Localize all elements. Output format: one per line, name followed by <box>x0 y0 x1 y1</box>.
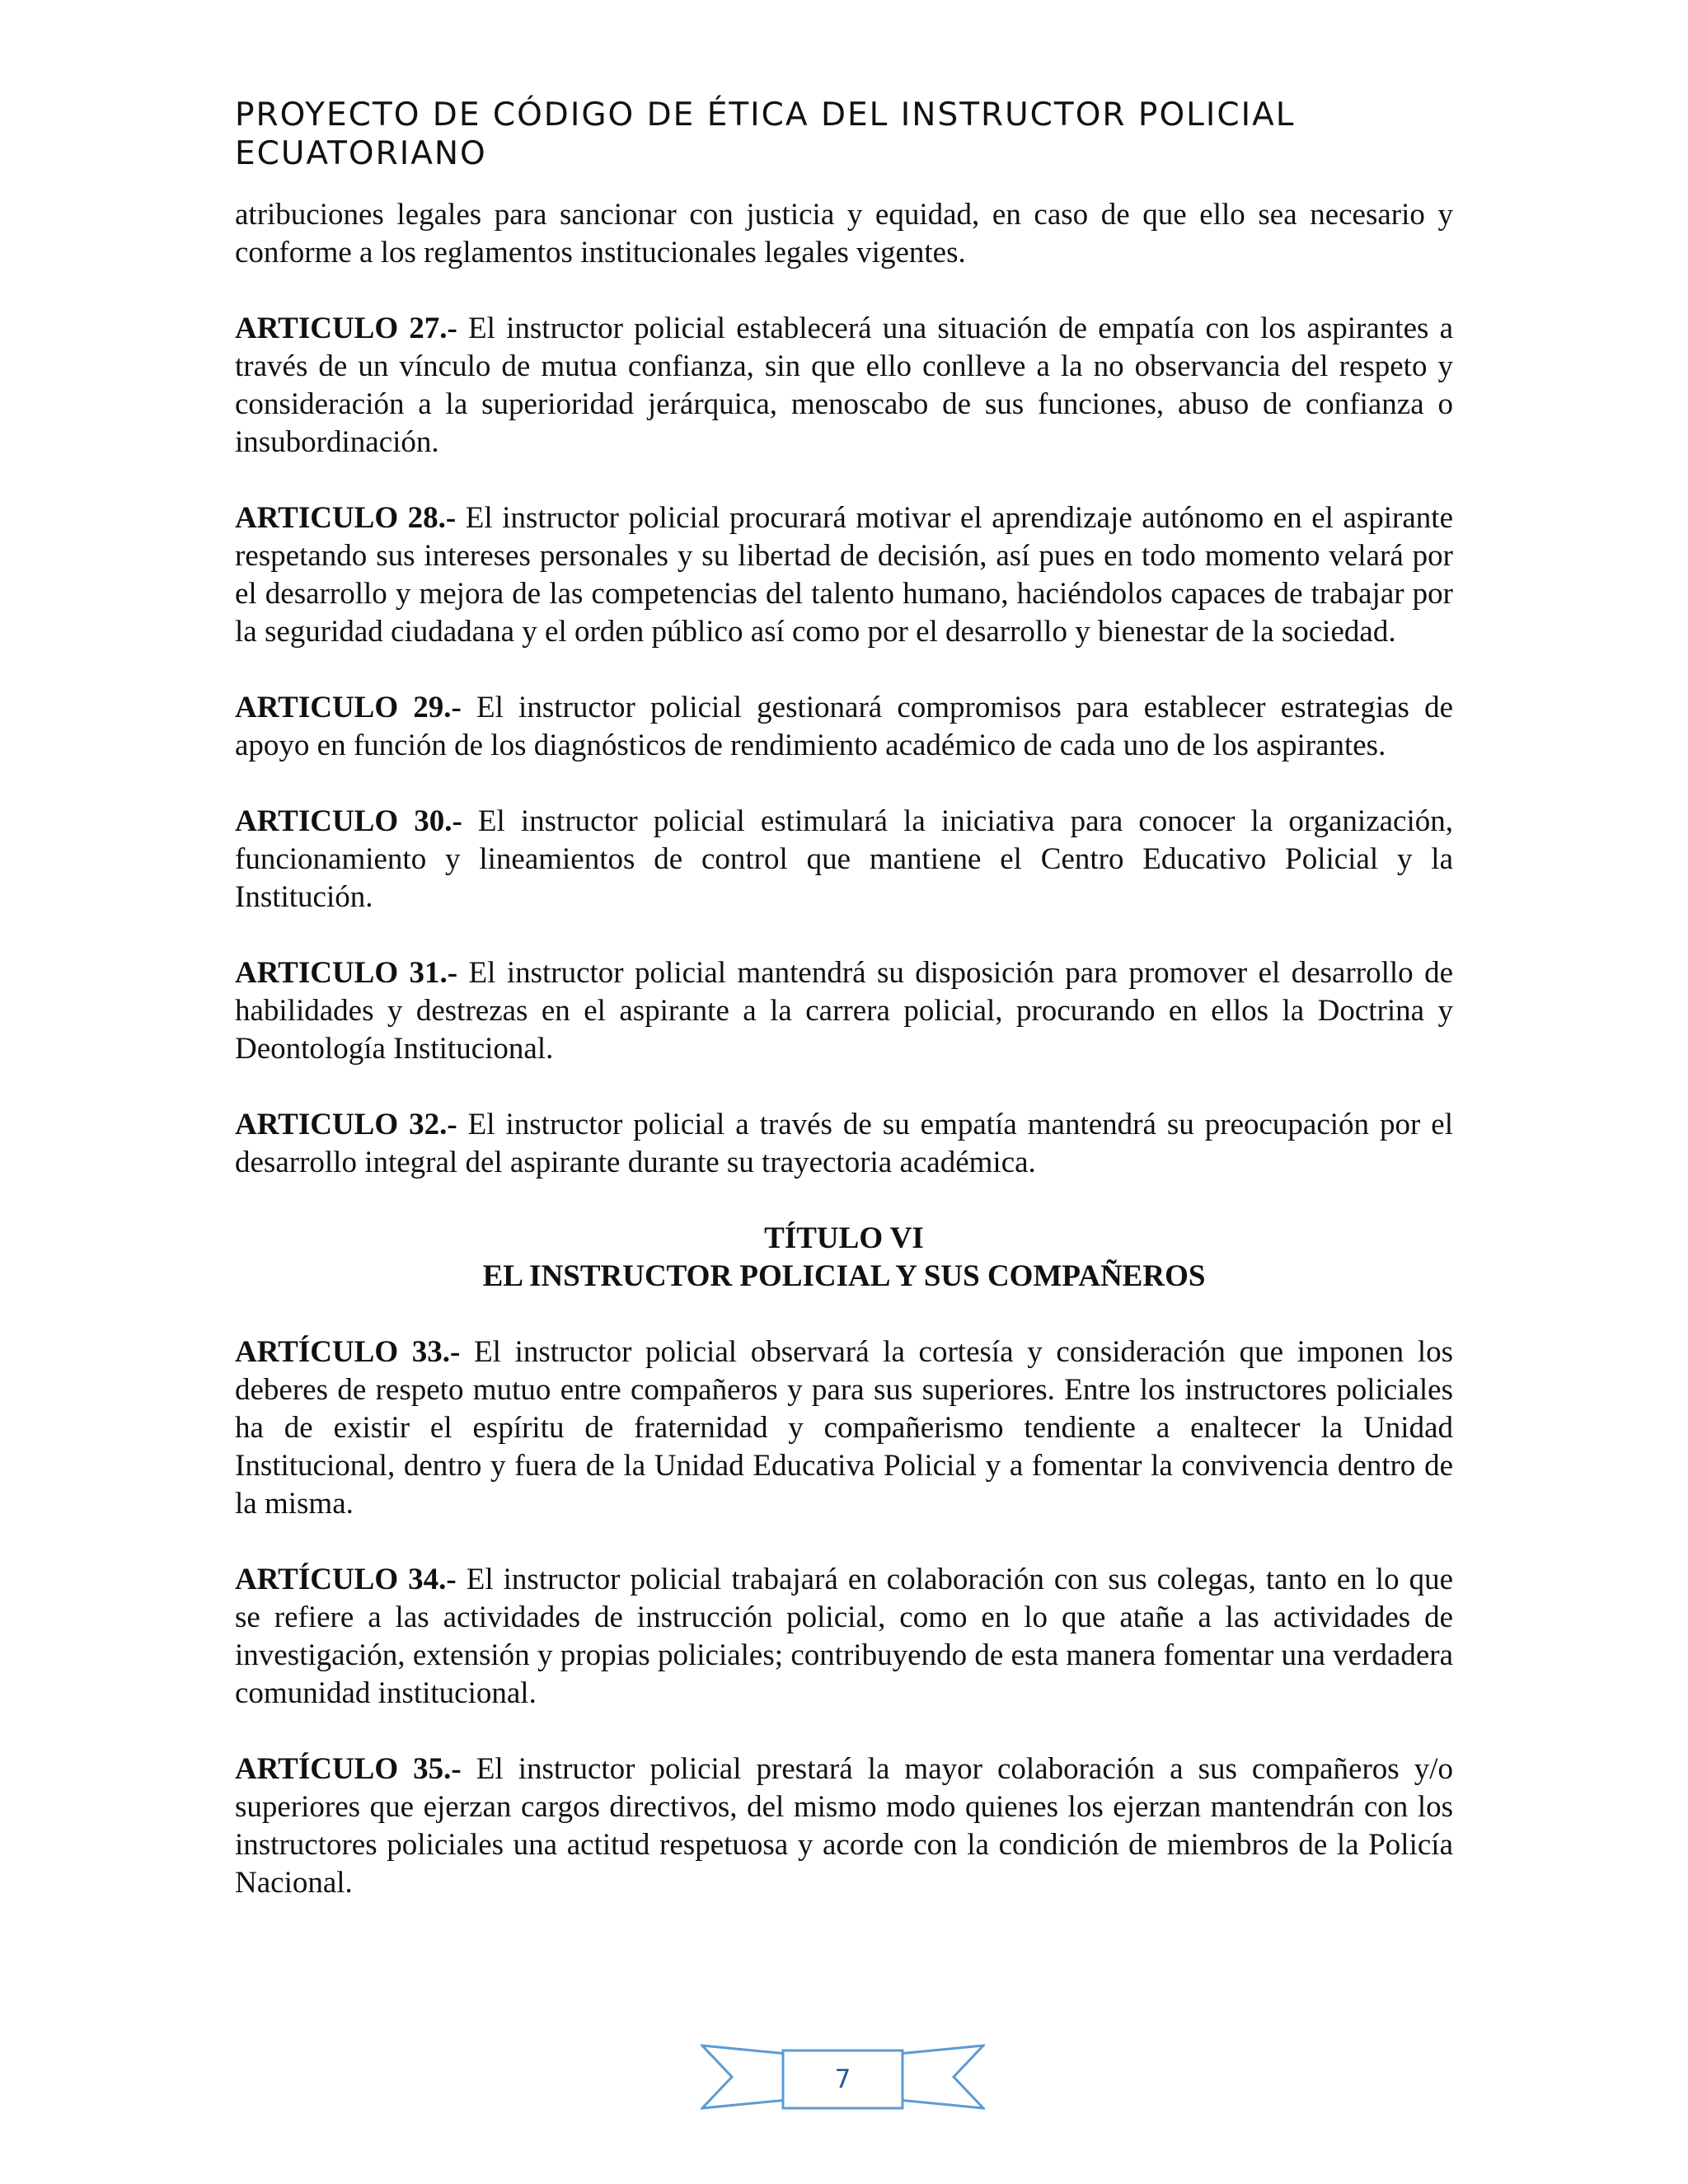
article-label: ARTICULO 27.- <box>235 312 457 345</box>
article-text: El instructor policial mantendrá su disposición para promover el desarrollo de habilidades y destrezas en el aspirante a la carrera policial, procurando en ellos la Doctrina y Deontología Institucional. <box>235 956 1453 1066</box>
ribbon-right-tail <box>898 2046 983 2108</box>
page-number: 7 <box>834 2064 851 2094</box>
article-label: ARTICULO 29.- <box>235 691 462 724</box>
article-text: El instructor policial establecerá una situación de empatía con los aspirantes a través de un vínculo de mutua confianza, sin que ello conlleve a la no observancia del respeto y consideración a la superioridad jerárquica, menoscabo de sus funciones, abuso de confianza o insubordinación. <box>235 312 1454 459</box>
article-paragraph <box>235 1106 1453 1182</box>
page-footer <box>701 2036 985 2118</box>
section-subtitle: EL INSTRUCTOR POLICIAL Y SUS COMPAÑEROS <box>482 1259 1206 1293</box>
article-paragraph <box>235 689 1453 765</box>
article-text: El instructor policial prestará la mayor colaboración a sus compañeros y/o superiores que ejerzan cargos directivos, del mismo modo quienes los ejerzan mantendrán con los instructores policiales una actitud respetuosa y acorde con la condición de miembros de la Policía Nacional. <box>235 1752 1453 1900</box>
article-paragraph <box>235 1561 1453 1713</box>
article-text: El instructor policial procurará motivar el aprendizaje autónomo en el aspirante respetando sus intereses personales y su libertad de decisión, así pues en todo momento velará por el desarrollo y mejora de las competencias del talento humano, haciéndolos capaces de trabajar por la seguridad ciudadana y el orden público así como por el desarrollo y bienestar de la sociedad. <box>235 501 1454 649</box>
article-label: ARTÍCULO 34.- <box>235 1563 457 1596</box>
ribbon-left-tail <box>702 2046 787 2108</box>
article-label: ARTICULO 32.- <box>235 1108 457 1141</box>
article-text: El instructor policial estimulará la iniciativa para conocer la organización, funcionamiento y lineamientos de control que mantiene el Centro Educativo Policial y la Institución. <box>235 804 1454 914</box>
article-text: El instructor policial observará la cortesía y consideración que imponen los deberes de respeto mutuo entre compañeros y para sus superiores. Entre los instructores policiales ha de existir el espíritu de fraternidad y compañerismo tendiente a enaltecer la Unidad Institucional, dentro y fuera de la Unidad Educativa Policial y a fomentar la convivencia dentro de la misma. <box>235 1335 1453 1521</box>
article-paragraph <box>235 954 1453 1068</box>
article-label: ARTICULO 28.- <box>235 501 457 535</box>
section-heading <box>235 1220 1453 1296</box>
article-paragraph <box>235 310 1453 462</box>
article-label: ARTÍCULO 33.- <box>235 1335 461 1369</box>
article-text: El instructor policial trabajará en colaboración con sus colegas, tanto en lo que se refiere a las actividades de instrucción policial, como en lo que atañe a las actividades de investigación, extensión y propias policiales; contribuyendo de esta manera fomentar una verdadera comunidad institucional. <box>235 1563 1454 1710</box>
article-label: ARTICULO 31.- <box>235 956 458 990</box>
article-paragraph <box>235 803 1453 916</box>
article-paragraph <box>235 1750 1453 1902</box>
article-label: ARTÍCULO 35.- <box>235 1752 462 1786</box>
article-label: ARTICULO 30.- <box>235 804 462 838</box>
article-paragraph <box>235 499 1453 651</box>
page-header-title: PROYECTO DE CÓDIGO DE ÉTICA DEL INSTRUCTOR POLICIAL ECUATORIANO <box>235 96 1296 172</box>
document-body <box>235 196 1453 1940</box>
article-paragraph <box>235 1333 1453 1523</box>
intro-paragraph: atribuciones legales para sancionar con justicia y equidad, en caso de que ello sea necesario y conforme a los reglamentos institucionales legales vigentes. <box>235 198 1453 269</box>
article-text: El instructor policial a través de su empatía mantendrá su preocupación por el desarrollo integral del aspirante durante su trayectoria académica. <box>235 1108 1453 1179</box>
article-text: El instructor policial gestionará compromisos para establecer estrategias de apoyo en función de los diagnósticos de rendimiento académico de cada uno de los aspirantes. <box>235 691 1453 762</box>
section-title: TÍTULO VI <box>764 1221 924 1255</box>
